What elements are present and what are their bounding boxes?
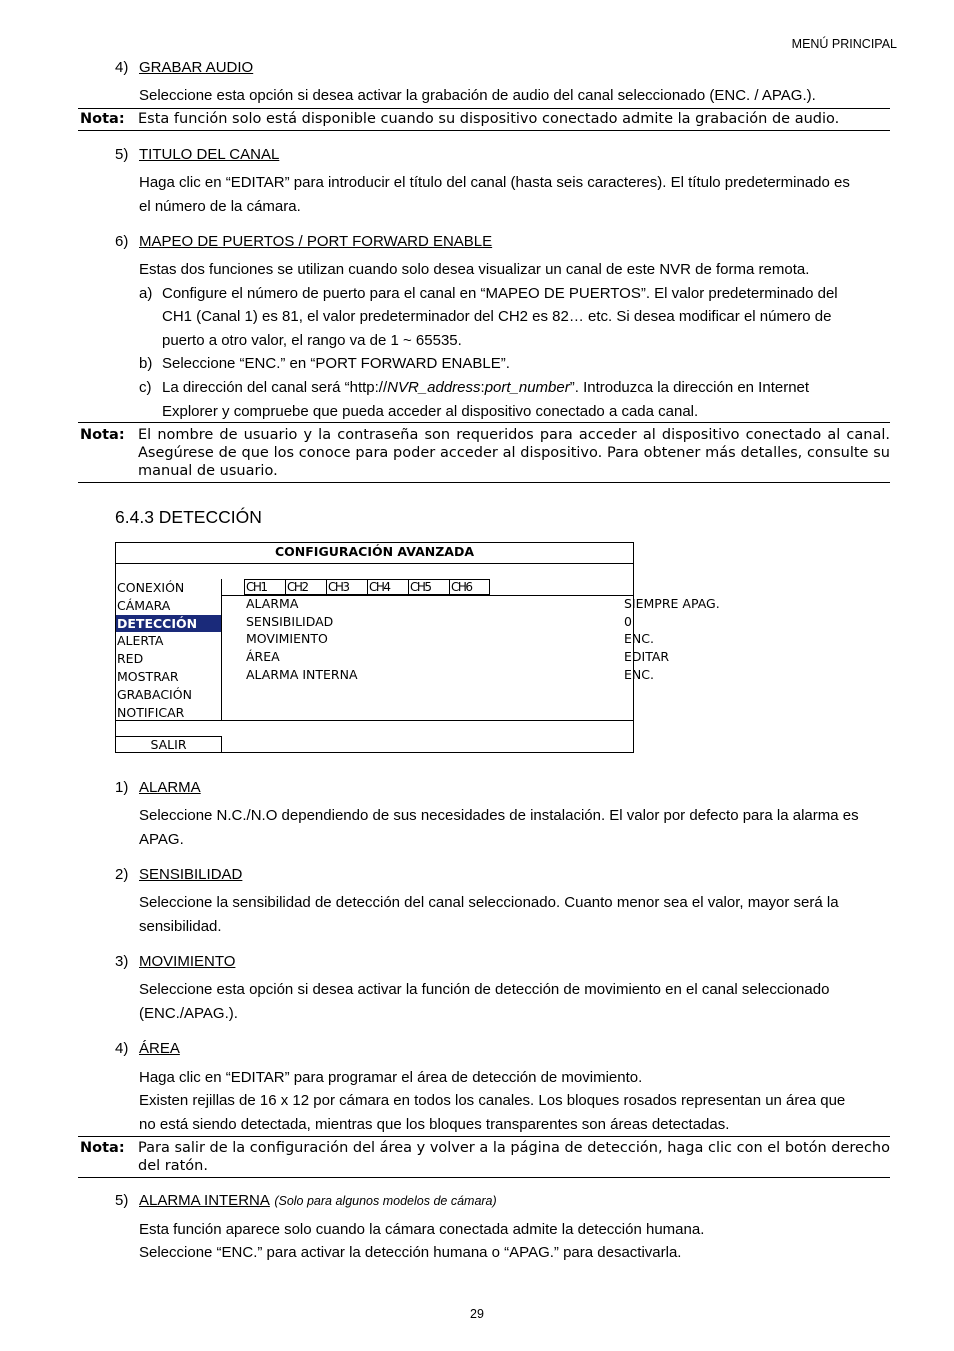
exit-button[interactable]: SALIR: [116, 736, 222, 752]
item-title: ALARMA INTERNA: [139, 1192, 270, 1209]
item-text: no está siendo detectada, mientras que los bloques transparentes son áreas detectadas.: [139, 1116, 730, 1133]
step-letter: c): [139, 379, 152, 396]
item-text: el número de la cámara.: [139, 198, 301, 215]
note-box: [78, 1136, 890, 1178]
setting-value-area[interactable]: EDITAR: [624, 649, 670, 664]
port-placeholder: port_number: [484, 379, 570, 396]
note-box: [78, 422, 890, 483]
setting-label-alarma-interna: ALARMA INTERNA: [246, 667, 358, 682]
menu-item-alerta[interactable]: ALERTA: [117, 633, 164, 649]
item-text: (ENC./APAG.).: [139, 1005, 238, 1022]
note-label: Nota:: [80, 111, 125, 127]
item-number: 1): [115, 779, 129, 796]
item-title-row: [139, 1192, 497, 1210]
item-title: ÁREA: [139, 1040, 180, 1057]
panel-divider: [116, 720, 633, 721]
tab-ch3[interactable]: CH3: [326, 579, 367, 595]
step-text-part: :: [480, 379, 485, 396]
item-text: Estas dos funciones se utilizan cuando solo desea visualizar un canal de este NVR de forma remota.: [139, 261, 810, 278]
advanced-config-panel: [115, 542, 720, 753]
item-text: sensibilidad.: [139, 918, 222, 935]
step-text: CH1 (Canal 1) es 81, el valor predeterminador del CH2 es 82… etc. Si desea modificar el número de: [162, 308, 832, 325]
item-text: Existen rejillas de 16 x 12 por cámara en todos los canales. Los bloques rosados representan un área que: [139, 1092, 846, 1109]
item-title: SENSIBILIDAD: [139, 866, 243, 883]
step-text: Explorer y compruebe que pueda acceder al dispositivo conectado a cada canal.: [162, 403, 699, 420]
step-text: puerto a otro valor, el rango va de 1 ~ 65535.: [162, 332, 462, 349]
step-text-part: La dirección del canal será “http://: [162, 379, 388, 396]
menu-item-conexion[interactable]: CONEXIÓN: [117, 580, 185, 595]
item-text: Seleccione “ENC.” para activar la detección humana o “APAG.” para desactivarla.: [139, 1244, 682, 1261]
step-text: Configure el número de puerto para el canal en “MAPEO DE PUERTOS”. El valor predeterminado del: [162, 285, 838, 302]
setting-label-alarma: ALARMA: [246, 596, 299, 611]
panel-content: [222, 579, 720, 720]
item-text: Esta función aparece solo cuando la cámara conectada admite la detección humana.: [139, 1221, 705, 1238]
setting-label-movimiento: MOVIMIENTO: [246, 631, 328, 646]
item-title: GRABAR AUDIO: [139, 59, 254, 76]
tab-ch4[interactable]: CH4: [367, 579, 408, 595]
channel-tabs: [244, 579, 490, 596]
setting-label-sensibilidad: SENSIBILIDAD: [246, 614, 334, 629]
step-text: Seleccione “ENC.” en “PORT FORWARD ENABLE”.: [162, 355, 510, 372]
note-label: Nota:: [80, 1140, 125, 1156]
setting-value-sensibilidad[interactable]: 0: [624, 614, 632, 629]
tab-ch6[interactable]: CH6: [449, 579, 490, 595]
item-number: 4): [115, 1040, 129, 1057]
step-text: [162, 376, 809, 400]
step-letter: a): [139, 285, 153, 302]
note-box: [78, 108, 890, 131]
section-title: 6.4.3 DETECCIÓN: [115, 507, 262, 527]
item-number: 5): [115, 1192, 129, 1209]
setting-value-alarma[interactable]: SIEMPRE APAG.: [624, 596, 720, 611]
item-text: Haga clic en “EDITAR” para introducir el título del canal (hasta seis caracteres). El título predeterminado es: [139, 174, 850, 191]
item-text: APAG.: [139, 831, 184, 848]
item-number: 3): [115, 953, 129, 970]
note-text: Esta función solo está disponible cuando su dispositivo conectado admite la grabación de audio.: [138, 111, 840, 127]
item-text: Seleccione la sensibilidad de detección del canal seleccionado. Cuanto menor sea el valor, mayor será la: [139, 894, 839, 911]
item-title: TITULO DEL CANAL: [139, 146, 280, 163]
note-text: Para salir de la configuración del área y volver a la página de detección, haga clic con el botón derecho del ratón.: [138, 1140, 890, 1174]
item-title: ALARMA: [139, 779, 201, 796]
setting-label-area: ÁREA: [246, 649, 280, 664]
panel-title: CONFIGURACIÓN AVANZADA: [116, 543, 633, 564]
panel-menu: [116, 579, 222, 720]
item-text: Haga clic en “EDITAR” para programar el área de detección de movimiento.: [139, 1069, 643, 1086]
item-title: MOVIMIENTO: [139, 953, 236, 970]
setting-value-movimiento[interactable]: ENC.: [624, 631, 654, 646]
running-header: MENÚ PRINCIPAL: [791, 37, 897, 51]
item-number: 5): [115, 146, 129, 163]
menu-item-mostrar[interactable]: MOSTRAR: [117, 668, 179, 684]
item-text: Seleccione N.C./N.O dependiendo de sus necesidades de instalación. El valor por defecto para la alarma es: [139, 807, 859, 824]
menu-item-deteccion[interactable]: DETECCIÓN: [116, 615, 221, 633]
note-text: El nombre de usuario y la contraseña son requeridos para acceder al dispositivo conectado al canal. Asegúrese de que los conoce para poder acceder al dispositivo. Para obtener más detalles, consulte su manual de usuario.: [138, 427, 890, 479]
item-number: 2): [115, 866, 129, 883]
item-number: 6): [115, 233, 129, 250]
item-text: Seleccione esta opción si desea activar la función de detección de movimiento en el canal seleccionado: [139, 981, 830, 998]
note-label: Nota:: [80, 427, 125, 443]
tab-ch1[interactable]: CH1: [244, 579, 285, 595]
item-text: Seleccione esta opción si desea activar la grabación de audio del canal seleccionado (ENC. / APAG.).: [139, 87, 816, 104]
step-text-part: ”. Introduzca la dirección en Internet: [569, 379, 810, 396]
menu-item-grabacion[interactable]: GRABACIÓN: [117, 686, 192, 702]
menu-item-notificar[interactable]: NOTIFICAR: [117, 704, 185, 720]
menu-item-camara[interactable]: CÁMARA: [117, 597, 171, 613]
setting-value-alarma-interna[interactable]: ENC.: [624, 667, 654, 682]
page-number: 29: [470, 1307, 484, 1321]
address-placeholder: NVR_address: [387, 379, 481, 396]
step-letter: b): [139, 355, 153, 372]
tab-ch2[interactable]: CH2: [285, 579, 326, 595]
item-subtitle: (Solo para algunos modelos de cámara): [274, 1194, 497, 1208]
item-title: MAPEO DE PUERTOS / PORT FORWARD ENABLE: [139, 233, 493, 250]
tab-ch5[interactable]: CH5: [408, 579, 449, 595]
item-number: 4): [115, 59, 129, 76]
menu-item-red[interactable]: RED: [117, 651, 144, 667]
